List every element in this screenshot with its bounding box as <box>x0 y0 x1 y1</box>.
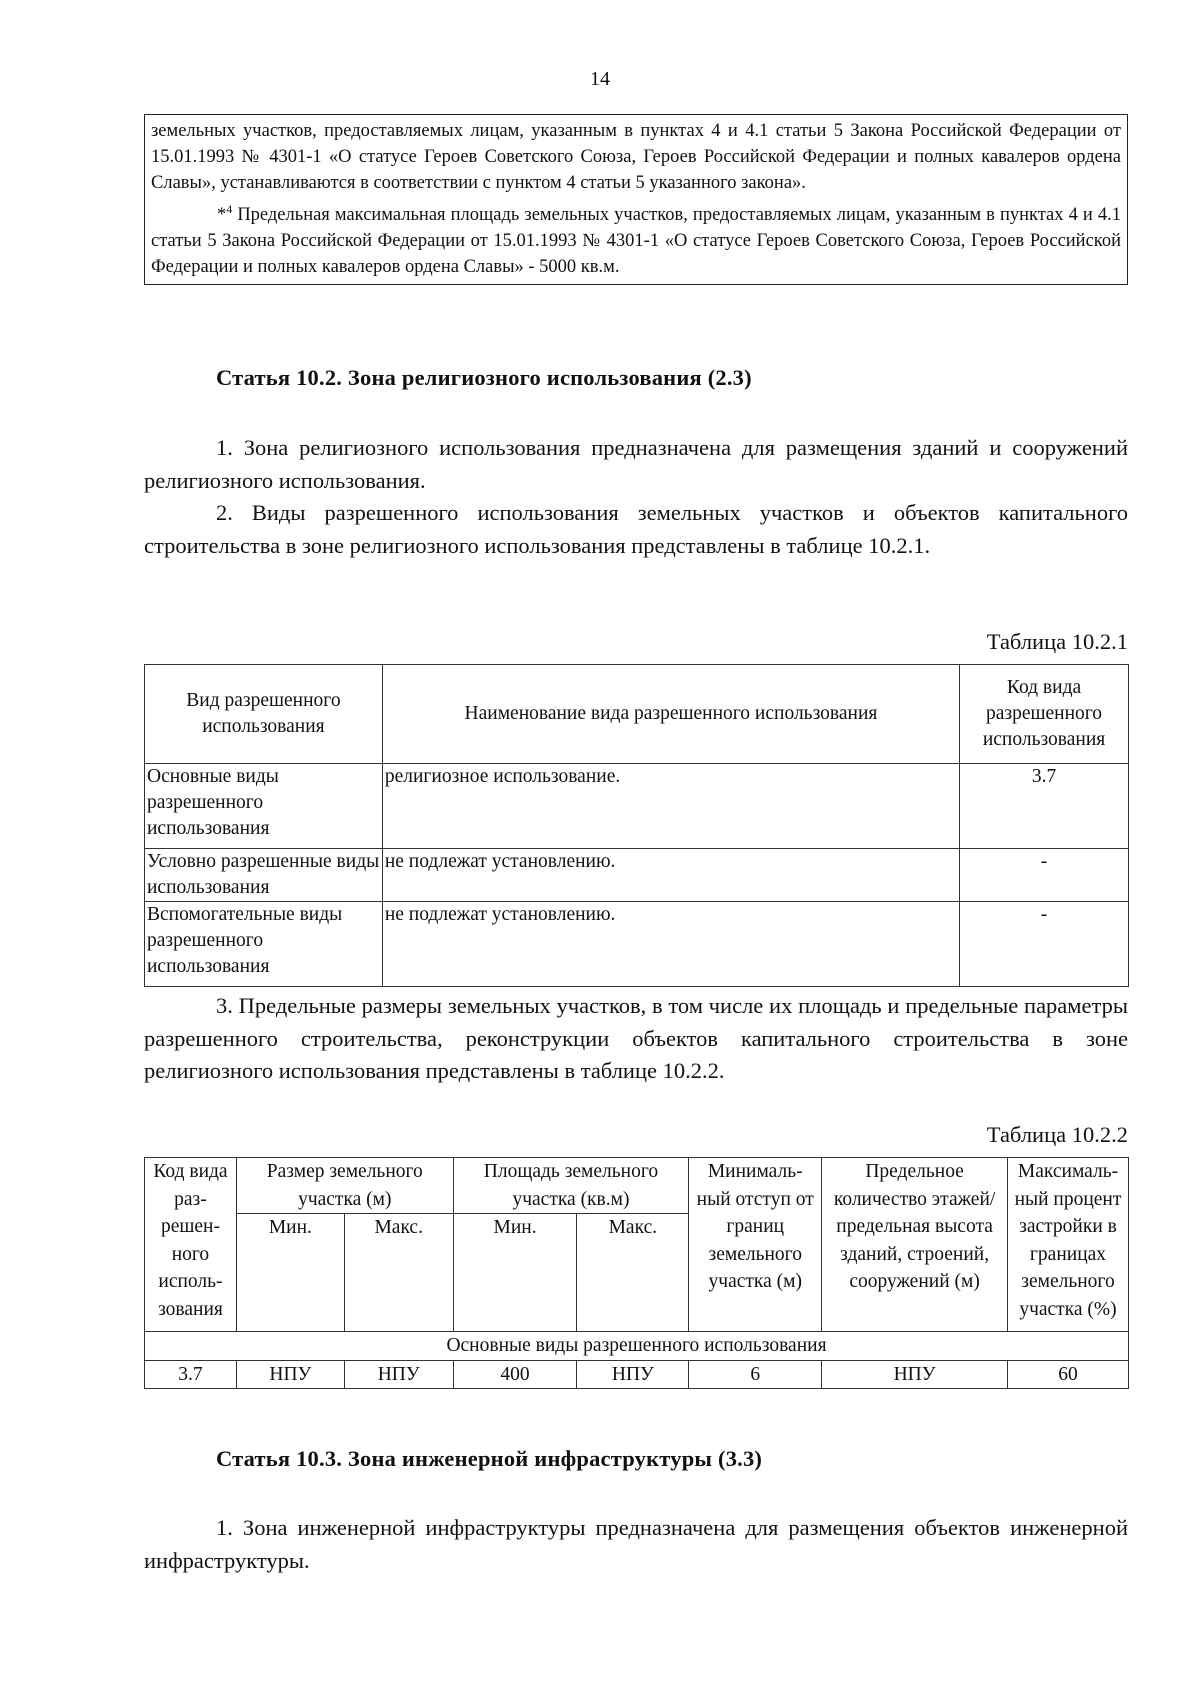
table-10-2-1-caption: Таблица 10.2.1 <box>986 629 1128 654</box>
header-cell: Макс. <box>344 1214 453 1332</box>
table-cell: 3.7 <box>145 1360 237 1389</box>
table-cell: не подлежат установлению. <box>382 849 959 902</box>
table-cell: Вспомогательные виды разрешенного использования <box>145 902 383 987</box>
header-cell: Код вида разрешенного использования <box>960 665 1129 764</box>
table-section-row <box>145 1332 1129 1361</box>
footnote-mark: * <box>217 205 227 226</box>
table-row <box>145 902 1129 987</box>
table-cell: - <box>960 849 1129 902</box>
article-heading-10-2: Статья 10.2. Зона религиозного использования (2.3) <box>216 365 752 390</box>
table-cell: религиозное использование. <box>382 764 959 849</box>
header-cell: Наименование вида разрешенного использования <box>382 665 959 764</box>
table-cell: 6 <box>689 1360 822 1389</box>
header-cell: Предельное количество этажей/ предельная высота зданий, строений, сооружений (м) <box>822 1158 1008 1332</box>
paragraph-2: 2. Виды разрешенного использования земельных участков и объектов капитального строительства в зоне религиозного использования представлены в таблице 10.2.1. <box>144 500 1128 558</box>
note-text-b <box>151 196 1121 280</box>
table-cell: Основные виды разрешенного использования <box>145 764 383 849</box>
page-number: 14 <box>590 68 610 90</box>
header-cell: Макс. <box>577 1214 689 1332</box>
table-10-2-2 <box>144 1157 1129 1389</box>
header-cell: Максималь-ный процент застройки в границах земельного участка (%) <box>1007 1158 1128 1332</box>
table-cell: НПУ <box>344 1360 453 1389</box>
table-10-2-1 <box>144 664 1129 987</box>
paragraph-1: 1. Зона инженерной инфраструктуры предназначена для размещения объектов инженерной инфраструктуры. <box>144 1515 1128 1573</box>
table-cell: НПУ <box>236 1360 344 1389</box>
header-cell: Мин. <box>236 1214 344 1332</box>
footnote-text: Предельная максимальная площадь земельных участков, предоставляемых лицам, указанным в пунктах 4 и 4.1 статьи 5 Закона Российской Федерации от 15.01.1993 № 4301-1 «О статусе Героев Советского Союза, Героев Российской Федерации и полных кавалеров ордена Славы» - 5000 кв.м. <box>151 205 1121 278</box>
header-cell: Минималь-ный отступ от границ земельного участка (м) <box>689 1158 822 1332</box>
table-cell: 60 <box>1007 1360 1128 1389</box>
table-header-row <box>145 1158 1129 1214</box>
table-cell: НПУ <box>577 1360 689 1389</box>
table-cell: 3.7 <box>960 764 1129 849</box>
table-row <box>145 1360 1129 1389</box>
table-cell: НПУ <box>822 1360 1008 1389</box>
header-cell: Размер земельного участка (м) <box>236 1158 453 1214</box>
article-10-2-body-2 <box>144 990 1128 1088</box>
table-header-row <box>145 665 1129 764</box>
note-text-a: земельных участков, предоставляемых лицам, указанным в пунктах 4 и 4.1 статьи 5 Закона Российской Федерации от 15.01.1993 № 4301-1 «О статусе Героев Советского Союза, Героев Российской Федерации и полных кавалеров ордена Славы», устанавливаются в соответствии с пунктом 4 статьи 5 указанного закона». <box>151 121 1121 193</box>
article-10-3-body <box>144 1512 1128 1577</box>
table-row <box>145 764 1129 849</box>
footnote-number: 4 <box>226 202 233 216</box>
paragraph-3: 3. Предельные размеры земельных участков, в том числе их площадь и предельные параметры разрешенного строительства, реконструкции объектов капитального строительства в зоне религиозного использования представлены в таблице 10.2.2. <box>144 993 1128 1083</box>
header-cell: Площадь земельного участка (кв.м) <box>453 1158 689 1214</box>
table-cell: не подлежат установлению. <box>382 902 959 987</box>
table-row <box>145 849 1129 902</box>
table-10-2-2-caption: Таблица 10.2.2 <box>986 1122 1128 1147</box>
header-cell: Мин. <box>453 1214 577 1332</box>
table-cell: 400 <box>453 1360 577 1389</box>
footnote-box <box>144 114 1128 285</box>
paragraph-1: 1. Зона религиозного использования предназначена для размещения зданий и сооружений религиозного использования. <box>144 435 1128 493</box>
section-cell: Основные виды разрешенного использования <box>145 1332 1129 1361</box>
article-heading-10-3: Статья 10.3. Зона инженерной инфраструктуры (3.3) <box>216 1446 763 1471</box>
header-cell: Код вида раз-решен-ного исполь-зования <box>145 1158 237 1332</box>
table-cell: - <box>960 902 1129 987</box>
table-cell: Условно разрешенные виды использования <box>145 849 383 902</box>
article-10-2-body <box>144 432 1128 562</box>
header-cell: Вид разрешенного использования <box>145 665 383 764</box>
